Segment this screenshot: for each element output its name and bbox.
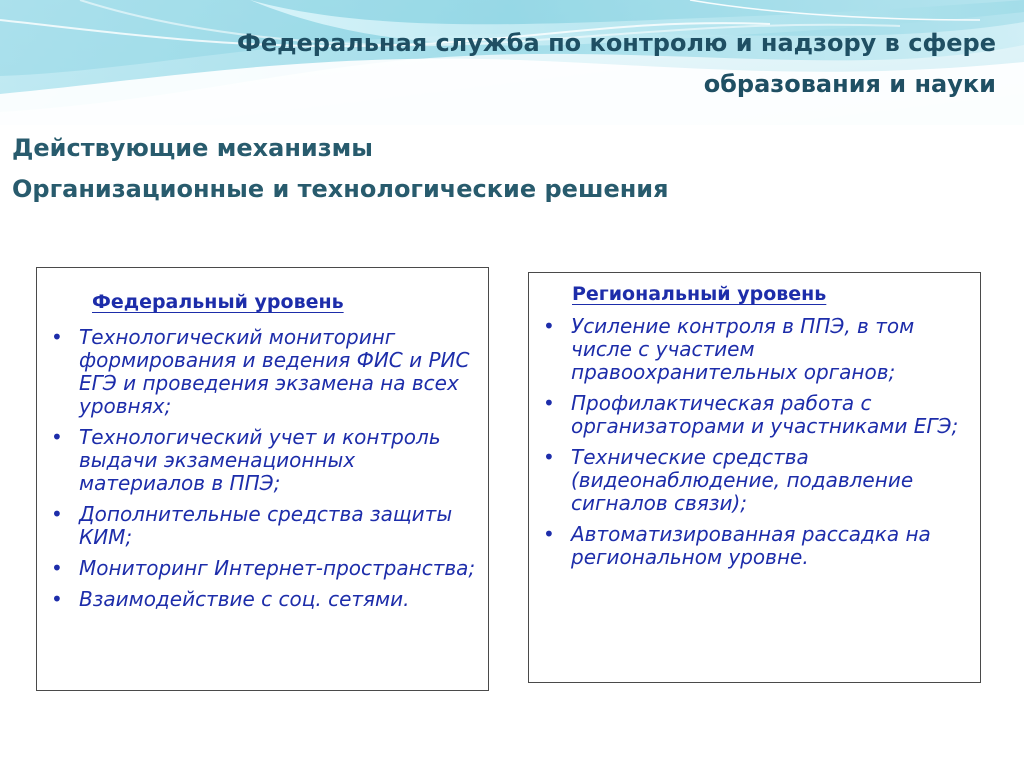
regional-level-panel — [528, 272, 981, 683]
header-title-line-1: Федеральная служба по контролю и надзору в сфере — [237, 29, 996, 57]
regional-list-item-text: Автоматизированная рассадка на региональном уровне. — [571, 522, 931, 569]
federal-list-item-text: Мониторинг Интернет-пространства; — [79, 556, 476, 580]
federal-list-item — [51, 326, 481, 418]
regional-list-item-text: Технические средства (видеонаблюдение, подавление сигналов связи); — [571, 445, 914, 515]
federal-list-item-text: Дополнительные средства защиты КИМ; — [79, 502, 453, 549]
bullet-icon: • — [543, 445, 555, 469]
bullet-icon: • — [543, 391, 555, 415]
federal-level-title: Федеральный уровень — [92, 291, 344, 313]
regional-list-item — [543, 523, 973, 569]
regional-level-title: Региональный уровень — [572, 283, 827, 305]
federal-list-item-text: Взаимодействие с соц. сетями. — [79, 587, 410, 611]
slide-header-title — [146, 23, 996, 105]
federal-list-item — [51, 557, 481, 580]
bullet-icon: • — [51, 587, 63, 611]
regional-level-list — [543, 315, 973, 577]
federal-level-panel — [36, 267, 489, 691]
section-title-line-1: Действующие механизмы — [12, 134, 373, 162]
bullet-icon: • — [51, 425, 63, 449]
regional-list-item — [543, 446, 973, 515]
header-title-line-2: образования и науки — [703, 70, 996, 98]
regional-list-item — [543, 315, 973, 384]
bullet-icon: • — [543, 314, 555, 338]
section-title — [12, 128, 872, 210]
section-title-line-2: Организационные и технологические решения — [12, 175, 669, 203]
bullet-icon: • — [51, 325, 63, 349]
federal-list-item — [51, 503, 481, 549]
bullet-icon: • — [543, 522, 555, 546]
federal-list-item — [51, 588, 481, 611]
federal-list-item — [51, 426, 481, 495]
federal-list-item-text: Технологический учет и контроль выдачи экзаменационных материалов в ППЭ; — [79, 425, 441, 495]
regional-list-item-text: Усиление контроля в ППЭ, в том числе с участием правоохранительных органов; — [571, 314, 915, 384]
bullet-icon: • — [51, 502, 63, 526]
federal-level-list — [51, 326, 481, 619]
bullet-icon: • — [51, 556, 63, 580]
federal-list-item-text: Технологический мониторинг формирования и ведения ФИС и РИС ЕГЭ и проведения экзамена на всех уровнях; — [79, 325, 470, 418]
regional-list-item-text: Профилактическая работа с организаторами и участниками ЕГЭ; — [571, 391, 959, 438]
regional-list-item — [543, 392, 973, 438]
